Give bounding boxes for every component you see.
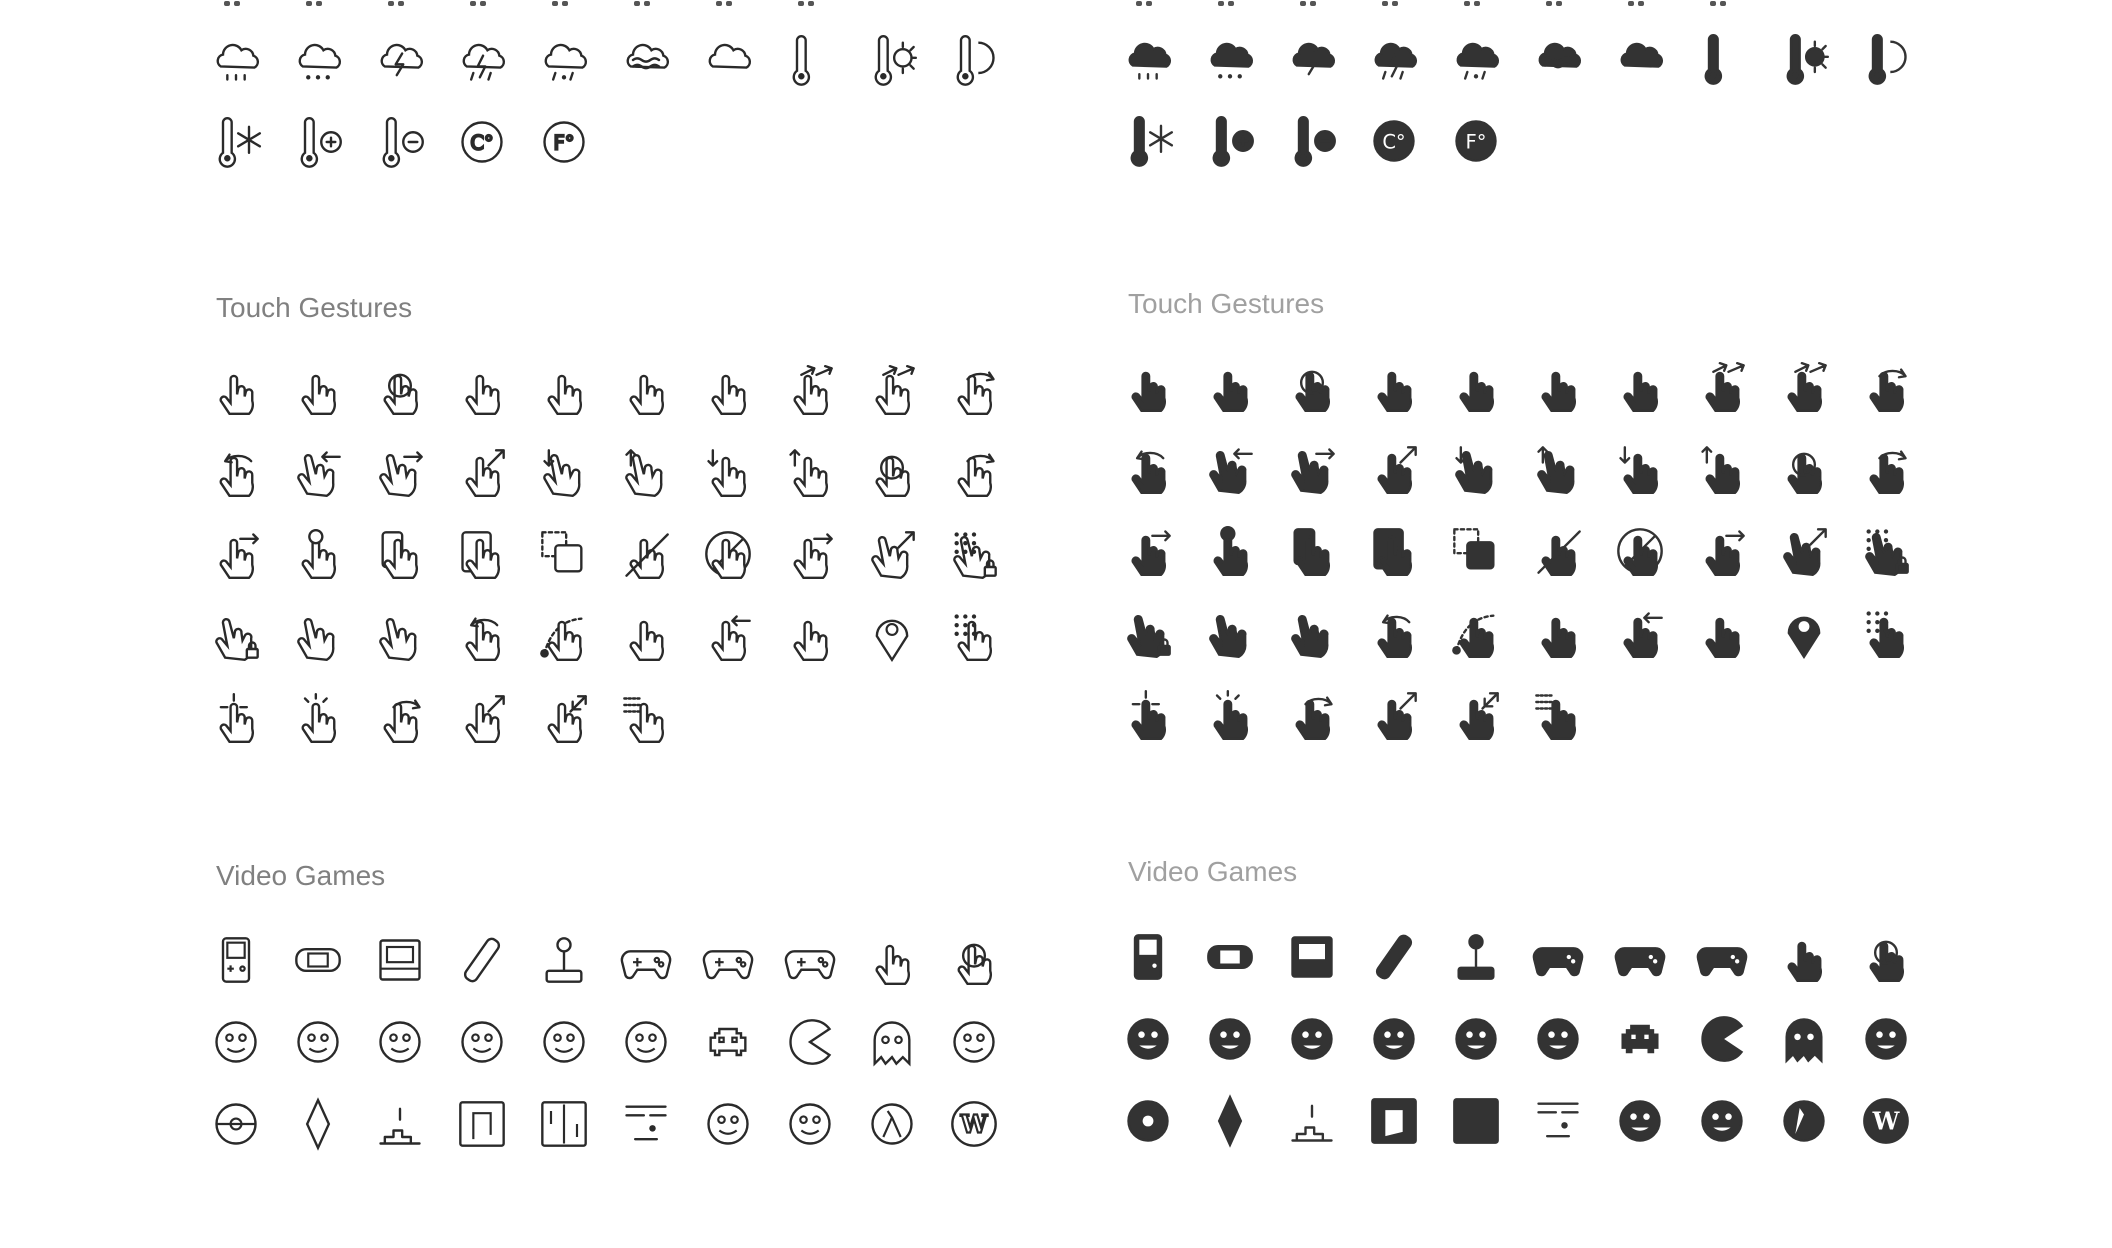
worms-icon [1600,1081,1680,1161]
pattern-unlock-icon [1846,511,1926,591]
swipe-left-icon [1190,429,1270,509]
spread-arrows-icon [770,350,850,430]
cloud-snow-icon [196,20,276,100]
swipe-down-icon [1436,429,1516,509]
tap-sparkle-icon [278,678,358,758]
rotate-finger-icon [1272,675,1352,755]
list-tap-icon [606,678,686,758]
swipe-diagonal-icon [1764,511,1844,591]
cloud-icon [688,20,768,100]
nes-controller-icon [770,920,850,1000]
angry-bird-black-icon [1354,999,1434,1079]
bomberman-icon [770,1084,850,1164]
pig-icon [1436,999,1516,1079]
tap-sparkle-icon [1190,675,1270,755]
tablet-touch-icon [1354,511,1434,591]
diagonal-expand-icon [1354,675,1434,755]
outline-icon-panel [216,0,1056,1248]
select-area-icon [1436,511,1516,591]
select-area-icon [524,514,604,594]
pikachu-icon [934,1002,1014,1082]
gameboy-advance-icon [1190,917,1270,997]
cut-off-icon [1460,0,1500,6]
sims-diamond-icon [278,1084,358,1164]
rotate-ccw-icon [1108,429,1188,509]
single-tap-icon [1354,347,1434,427]
swipe-right-icon [1272,429,1352,509]
angry-bird-icon [360,1002,440,1082]
cloud-sleet-icon [524,20,604,100]
lock-swipe-icon [1108,593,1188,673]
no-touch-icon [1518,511,1598,591]
diagonal-expand-icon [442,678,522,758]
swipe-left-icon [278,432,358,512]
location-touch-icon [852,596,932,676]
touch-ring-icon [852,432,932,512]
mushroom-icon [1190,999,1270,1079]
thermometer-moon-icon [1846,19,1926,99]
swipe-up-icon [1518,429,1598,509]
wii-remote-icon [1354,917,1434,997]
pacman-icon [770,1002,850,1082]
gameboy-advance-icon [278,920,358,1000]
cloud-hail-icon [1190,19,1270,99]
cut-off-icon [1624,0,1664,6]
diagonal-shrink-icon [1436,675,1516,755]
fahrenheit-icon [1436,101,1516,181]
tap-and-hold-icon [360,350,440,430]
scroll-sideways-icon [688,596,768,676]
cloud-lightning-icon [360,20,440,100]
location-touch-icon [1764,593,1844,673]
cut-off-icon [1132,0,1172,6]
four-finger-tap-icon [688,350,768,430]
drag-down-icon [1600,429,1680,509]
cloud-snow-icon [1108,19,1188,99]
mario-icon [196,1002,276,1082]
keypad-touch-icon [1846,593,1926,673]
rotate-cw-icon [1846,347,1926,427]
path-drag-icon [524,596,604,676]
cut-off-icon [466,0,506,6]
thermometer-icon [1682,19,1762,99]
cloud-fog-icon [1518,19,1598,99]
cloud-lightning-icon [1272,19,1352,99]
pinch-arrows-icon [1764,347,1844,427]
thermometer-plus-icon [1190,101,1270,181]
cut-off-icon [1214,0,1254,6]
svg-text:C°: C° [1382,130,1406,154]
diagonal-shrink-icon [524,678,604,758]
half-life-icon [852,1084,932,1164]
sonic-icon [606,1002,686,1082]
playstation-controller-icon [1600,917,1680,997]
pattern-unlock-icon [934,514,1014,594]
drag-up-icon [1682,429,1762,509]
cut-off-icon [630,0,670,6]
xbox-controller-icon [1518,917,1598,997]
thermometer-plus-icon [278,102,358,182]
pong-icon [524,1084,604,1164]
two-finger-tap-icon [196,350,276,430]
svg-text:F°: F° [553,131,575,155]
cloud-sleet-icon [1436,19,1516,99]
peace-sign-icon [1682,593,1762,673]
mushroom-icon [278,1002,358,1082]
celsius-icon [442,102,522,182]
sims-diamond-icon [1190,1081,1270,1161]
expand-icon [442,432,522,512]
cloud-icon [1600,19,1680,99]
pinch-arrows-icon [852,350,932,430]
swipe-right-icon [360,432,440,512]
lock-swipe-icon [196,596,276,676]
cut-off-icon [1378,0,1418,6]
tablet-touch-icon [442,514,522,594]
forbidden-touch-icon [1600,511,1680,591]
gameboy-icon [196,920,276,1000]
flick-icon [1190,593,1270,673]
rotate-cw-icon [934,350,1014,430]
cloud-hail-icon [278,20,358,100]
breakout-icon [1518,1081,1598,1161]
pixel-stairs-icon [360,1084,440,1164]
half-life-icon [1764,1081,1844,1161]
thermometer-icon [770,20,850,100]
fahrenheit-icon [524,102,604,182]
thermometer-minus-icon [1272,101,1352,181]
pokeball-icon [196,1084,276,1164]
thermometer-minus-icon [360,102,440,182]
rotate-ccw-icon [196,432,276,512]
path-drag-icon [1436,593,1516,673]
double-tap-icon [524,350,604,430]
list-tap-icon [1518,675,1598,755]
phone-touch-icon [1272,511,1352,591]
space-invader-icon [1600,999,1680,1079]
two-finger-tap-icon [1108,347,1188,427]
hand-press-icon [278,350,358,430]
palm-icon [606,596,686,676]
horizontal-scroll-icon [1108,511,1188,591]
angry-bird-black-icon [442,1002,522,1082]
pokeball-icon [1108,1081,1188,1161]
cut-off-icon [1296,0,1336,6]
scroll-sideways-icon [1600,593,1680,673]
cloud-storm-rain-icon [1354,19,1434,99]
phone-touch-icon [360,514,440,594]
point-right-icon [1682,511,1762,591]
swipe-diagonal-icon [852,514,932,594]
celsius-icon [1354,101,1434,181]
drag-down-icon [688,432,768,512]
joystick-icon [1436,917,1516,997]
svg-text:C°: C° [470,131,494,155]
touch-ring-icon [1764,429,1844,509]
space-invader-icon [688,1002,768,1082]
forbidden-touch-icon [688,514,768,594]
flick-arrows-icon [360,596,440,676]
pixel-stairs-icon [1272,1081,1352,1161]
steering-wheel-icon [934,920,1014,1000]
ghost-icon [852,1002,932,1082]
three-finger-tap-icon [1518,347,1598,427]
joystick-icon [524,920,604,1000]
playstation-controller-icon [688,920,768,1000]
thermometer-snowflake-icon [1108,101,1188,181]
nes-controller-icon [1682,917,1762,997]
multi-direction-icon [196,678,276,758]
three-finger-tap-icon [606,350,686,430]
svg-text:F°: F° [1465,130,1487,154]
rotate-top-icon [934,432,1014,512]
keypad-touch-icon [934,596,1014,676]
bomberman-icon [1682,1081,1762,1161]
thermometer-sun-icon [1764,19,1844,99]
hand-press-icon [1190,347,1270,427]
snake-icon [1354,1081,1434,1161]
spread-arrows-icon [1682,347,1762,427]
ghost-icon [1764,999,1844,1079]
tap-timer-icon [278,514,358,594]
thermometer-sun-icon [852,20,932,100]
cut-off-icon [1542,0,1582,6]
cut-off-icon [548,0,588,6]
rotate-finger-icon [360,678,440,758]
point-right-icon [770,514,850,594]
xbox-controller-icon [606,920,686,1000]
flick-icon [278,596,358,676]
tap-and-hold-icon [1272,347,1352,427]
no-touch-icon [606,514,686,594]
four-finger-tap-icon [1600,347,1680,427]
cut-off-icon [302,0,342,6]
pig-icon [524,1002,604,1082]
filled-icon-panel [1128,0,1968,1248]
swipe-down-icon [524,432,604,512]
handheld-console-icon [1764,917,1844,997]
section-title-video-games: Video Games [1128,856,1298,887]
pong-icon [1436,1081,1516,1161]
mario-icon [1108,999,1188,1079]
horizontal-scroll-icon [196,514,276,594]
gameboy-icon [1108,917,1188,997]
expand-icon [1354,429,1434,509]
warcraft-icon [1846,1081,1926,1161]
cloud-storm-rain-icon [442,20,522,100]
worms-icon [688,1084,768,1164]
section-title-touch-gestures: Touch Gestures [216,292,413,323]
rotate-hand-icon [442,596,522,676]
breakout-icon [606,1084,686,1164]
handheld-console-icon [852,920,932,1000]
sonic-icon [1518,999,1598,1079]
cut-off-icon [384,0,424,6]
drag-up-icon [770,432,850,512]
flick-arrows-icon [1272,593,1352,673]
angry-bird-icon [1272,999,1352,1079]
arcade-cabinet-icon [1272,917,1352,997]
double-tap-icon [1436,347,1516,427]
rotate-top-icon [1846,429,1926,509]
pacman-icon [1682,999,1762,1079]
cut-off-icon [220,0,260,6]
swipe-up-icon [606,432,686,512]
peace-sign-icon [770,596,850,676]
snake-icon [442,1084,522,1164]
section-title-touch-gestures: Touch Gestures [1128,288,1325,319]
cut-off-icon [794,0,834,6]
thermometer-snowflake-icon [196,102,276,182]
section-title-video-games: Video Games [216,860,386,891]
cut-off-icon [712,0,752,6]
rotate-hand-icon [1354,593,1434,673]
arcade-cabinet-icon [360,920,440,1000]
steering-wheel-icon [1846,917,1926,997]
multi-direction-icon [1108,675,1188,755]
pikachu-icon [1846,999,1926,1079]
palm-icon [1518,593,1598,673]
svg-text:W: W [960,1110,988,1139]
svg-text:W: W [1872,1107,1900,1136]
cut-off-icon [1706,0,1746,6]
cloud-fog-icon [606,20,686,100]
single-tap-icon [442,350,522,430]
thermometer-moon-icon [934,20,1014,100]
tap-timer-icon [1190,511,1270,591]
warcraft-icon [934,1084,1014,1164]
wii-remote-icon [442,920,522,1000]
